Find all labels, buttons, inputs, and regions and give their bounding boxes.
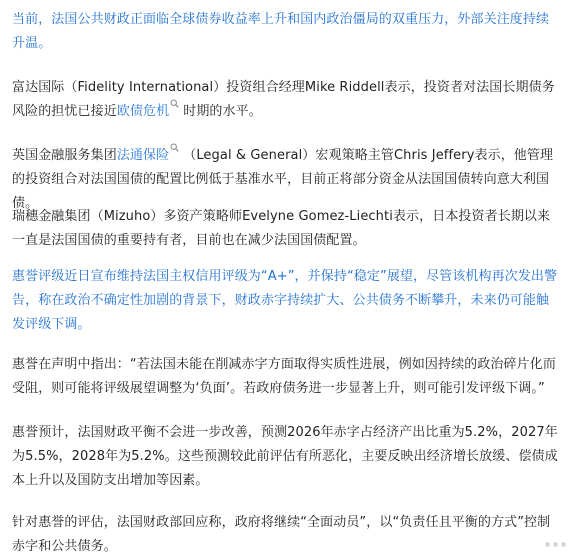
paragraph-fidelity <box>12 76 562 124</box>
search-icon[interactable] <box>170 143 179 152</box>
dot <box>561 542 566 547</box>
dot <box>553 542 558 547</box>
paragraph-legal-general-lead: 英国金融服务集团 <box>12 148 117 163</box>
link-legal-general[interactable]: 法通保险 <box>116 148 170 163</box>
paragraph-legal-general-text: （Legal & General）宏观策略主管Chris Jeffery表示，他管理的投资组合对法国国债的配置比例低于基准水平，目前正将部分资金从法国国债转向意大利国债。 <box>12 148 554 211</box>
dot <box>545 542 550 547</box>
paragraph-fidelity-tail: 时期的水平。 <box>183 104 262 119</box>
more-dots-icon[interactable] <box>545 542 566 547</box>
paragraph-intro: 当前，法国公共财政正面临全球债券收益率上升和国内政治僵局的双重压力，外部关注度持续升温。 <box>12 12 550 51</box>
paragraph-fitch-rating: 惠誉评级近日宣布维持法国主权信用评级为“A+”，并保持“稳定”展望，尽管该机构再次发出警告，称在政治不确定性加剧的背景下，财政赤字持续扩大、公共债务不断攀升，未来仍可能触发评级下调。 <box>12 269 558 332</box>
paragraph-ministry-response: 针对惠誉的评估，法国财政部回应称，政府将继续“全面动员”，以“负责任且平衡的方式”控制赤字和公共债务。 <box>12 515 551 554</box>
paragraph-fidelity-text: 富达国际（Fidelity International）投资组合经理Mike Riddell表示，投资者对法国长期债务风险的担忧已接近 <box>12 80 555 119</box>
paragraph-fitch-forecast: 惠誉预计，法国财政平衡不会进一步改善，预测2026年赤字占经济产出比重为5.2%，2027年为5.5%，2028年为5.2%。这些预测较此前评估有所恶化，主要反映出经济增长放缓、偿债成本上升以及国防支出增加等因素。 <box>12 425 558 488</box>
paragraph-fitch-statement: 惠誉在声明中指出：“若法国未能在削减赤字方面取得实质性进展，例如因持续的政治碎片化而受阻，则可能将评级展望调整为‘负面’。若政府债务进一步显著上升，则可能引发评级下调。” <box>12 357 556 396</box>
paragraph-mizuho: 瑞穗金融集团（Mizuho）多资产策略师Evelyne Gomez-Liechti表示，日本投资者长期以来一直是法国国债的重要持有者，目前也在减少法国国债配置。 <box>12 209 551 248</box>
link-euro-debt-crisis[interactable]: 欧债危机 <box>116 104 170 119</box>
search-icon[interactable] <box>170 99 179 108</box>
